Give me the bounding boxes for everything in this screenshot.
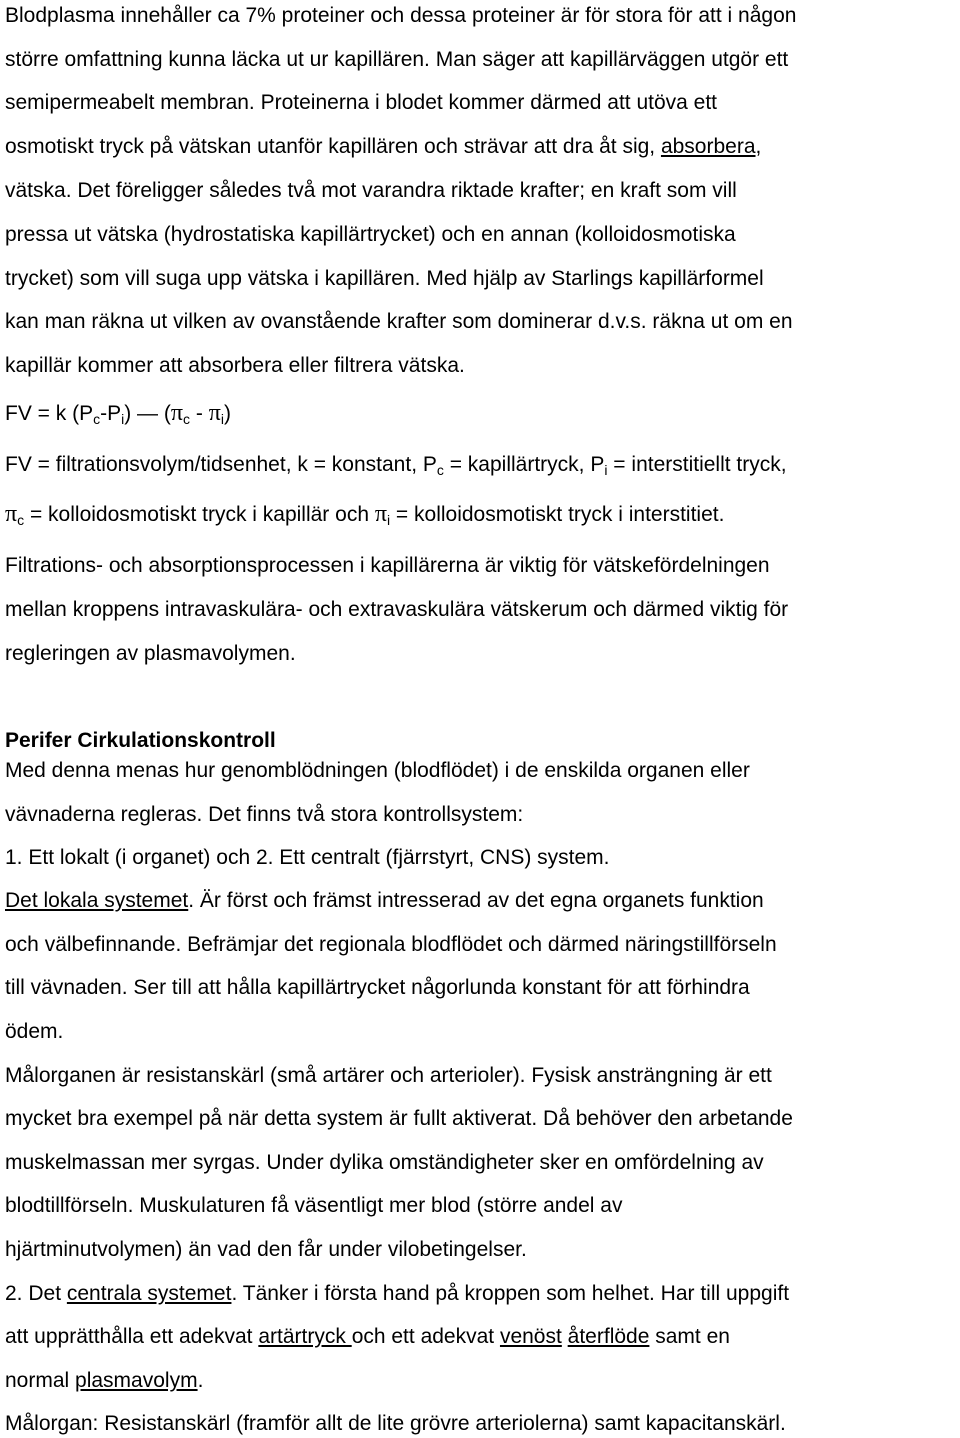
section-line-1: Med denna menas hur genomblödningen (blodflödet) i de enskilda organen eller bbox=[5, 759, 750, 782]
p1-line-6: pressa ut vätska (hydrostatiska kapillärtrycket) och en annan (kolloidosmotiska bbox=[5, 223, 736, 246]
lokala-systemet-text: Det lokala systemet bbox=[5, 889, 189, 912]
section-line-8: Målorganen är resistanskärl (små artärer och arterioler). Fysisk ansträngning är ett bbox=[5, 1064, 772, 1087]
p1-line-8: kan man räkna ut vilken av ovanstående krafter som dominerar d.v.s. räkna ut om en bbox=[5, 310, 793, 333]
p2-line-3: regleringen av plasmavolymen. bbox=[5, 642, 296, 665]
definitions-line-2: $\pi_c$ = kolloidosmotiskt tryck i kapillär och $\pi_i$ = kolloidosmotiskt tryck i interstitiet. bbox=[5, 501, 725, 528]
section-line-3: 1. Ett lokalt (i organet) och 2. Ett centralt (fjärrstyrt, CNS) system. bbox=[5, 846, 610, 869]
p1-line-4: osmotiskt tryck på vätskan utanför kapillären och strävar att dra åt sig, absorbera, bbox=[5, 135, 762, 158]
section-line-13: 2. Det centrala systemet. Tänker i första hand på kroppen som helhet. Har till uppgift bbox=[5, 1282, 790, 1305]
section-line-2: vävnaderna regleras. Det finns två stora kontrollsystem: bbox=[5, 803, 524, 826]
section-line-11: blodtillförseln. Muskulaturen få väsentligt mer blod (större andel av bbox=[5, 1194, 623, 1217]
section-line-4: Det lokala systemet. Är först och främst intresserad av det egna organets funktion bbox=[5, 889, 764, 912]
centrala-systemet-text: centrala systemet bbox=[66, 1282, 232, 1305]
p2-line-2: mellan kroppens intravaskulära- och extravaskulära vätskerum och därmed viktig för bbox=[5, 598, 789, 621]
section-line-5: och välbefinnande. Befrämjar det regionala blodflödet och därmed näringstillförseln bbox=[5, 933, 777, 956]
p1-line-3: semipermeabelt membran. Proteinerna i blodet kommer därmed att utöva ett bbox=[5, 91, 718, 114]
aterflode-text: återflöde bbox=[567, 1325, 650, 1348]
starling-formula: FV = k $(P_c-P_i)$ — $(\pi_c - \pi_i)$ bbox=[5, 400, 231, 427]
section-line-6: till vävnaden. Ser till att hålla kapillärtrycket någorlunda konstant för att förhindra bbox=[5, 976, 750, 999]
section-line-9: mycket bra exempel på när detta system är fullt aktiverat. Då behöver den arbetande bbox=[5, 1107, 793, 1130]
p2-line-1: Filtrations- och absorptionsprocessen i kapillärerna är viktig för vätskefördelningen bbox=[5, 554, 770, 577]
section-line-14: att upprätthålla ett adekvat artärtryck och ett adekvat venöst återflöde samt en bbox=[5, 1325, 730, 1348]
plasmavolym-text: plasmavolym bbox=[75, 1369, 198, 1392]
p1-line-2: större omfattning kunna läcka ut ur kapillären. Man säger att kapillärväggen utgör ett bbox=[5, 48, 789, 71]
section-line-12: hjärtminutvolymen) än vad den får under vilobetingelser. bbox=[5, 1238, 527, 1261]
definitions-line-1: FV = filtrationsvolym/tidsenhet, k = konstant, $P_c$ = kapillärtryck, $P_i$ = interstitiellt tryck, bbox=[5, 453, 787, 478]
artartryck-text: artärtryck bbox=[258, 1325, 352, 1348]
section-line-7: ödem. bbox=[5, 1020, 64, 1043]
p1-line-9: kapillär kommer att absorbera eller filtrera vätska. bbox=[5, 354, 465, 377]
section-line-15: normal plasmavolym. bbox=[5, 1369, 204, 1392]
section-heading: Perifer Cirkulationskontroll bbox=[5, 729, 276, 752]
p1-line-5: vätska. Det föreligger således två mot varandra riktade krafter; en kraft som vill bbox=[5, 179, 737, 202]
p1-line-7: trycket) som vill suga upp vätska i kapillären. Med hjälp av Starlings kapillärformel bbox=[5, 267, 764, 290]
p1-line-1: Blodplasma innehåller ca 7% proteiner och dessa proteiner är för stora för att i någon bbox=[5, 4, 797, 27]
venost-text: venöst bbox=[499, 1325, 562, 1348]
section-line-10: muskelmassan mer syrgas. Under dylika omständigheter sker en omfördelning av bbox=[5, 1151, 764, 1174]
section-line-16: Målorgan: Resistanskärl (framför allt de lite grövre arteriolerna) samt kapacitanskärl. bbox=[5, 1412, 786, 1435]
absorbera-link-text: absorbera bbox=[660, 135, 756, 158]
